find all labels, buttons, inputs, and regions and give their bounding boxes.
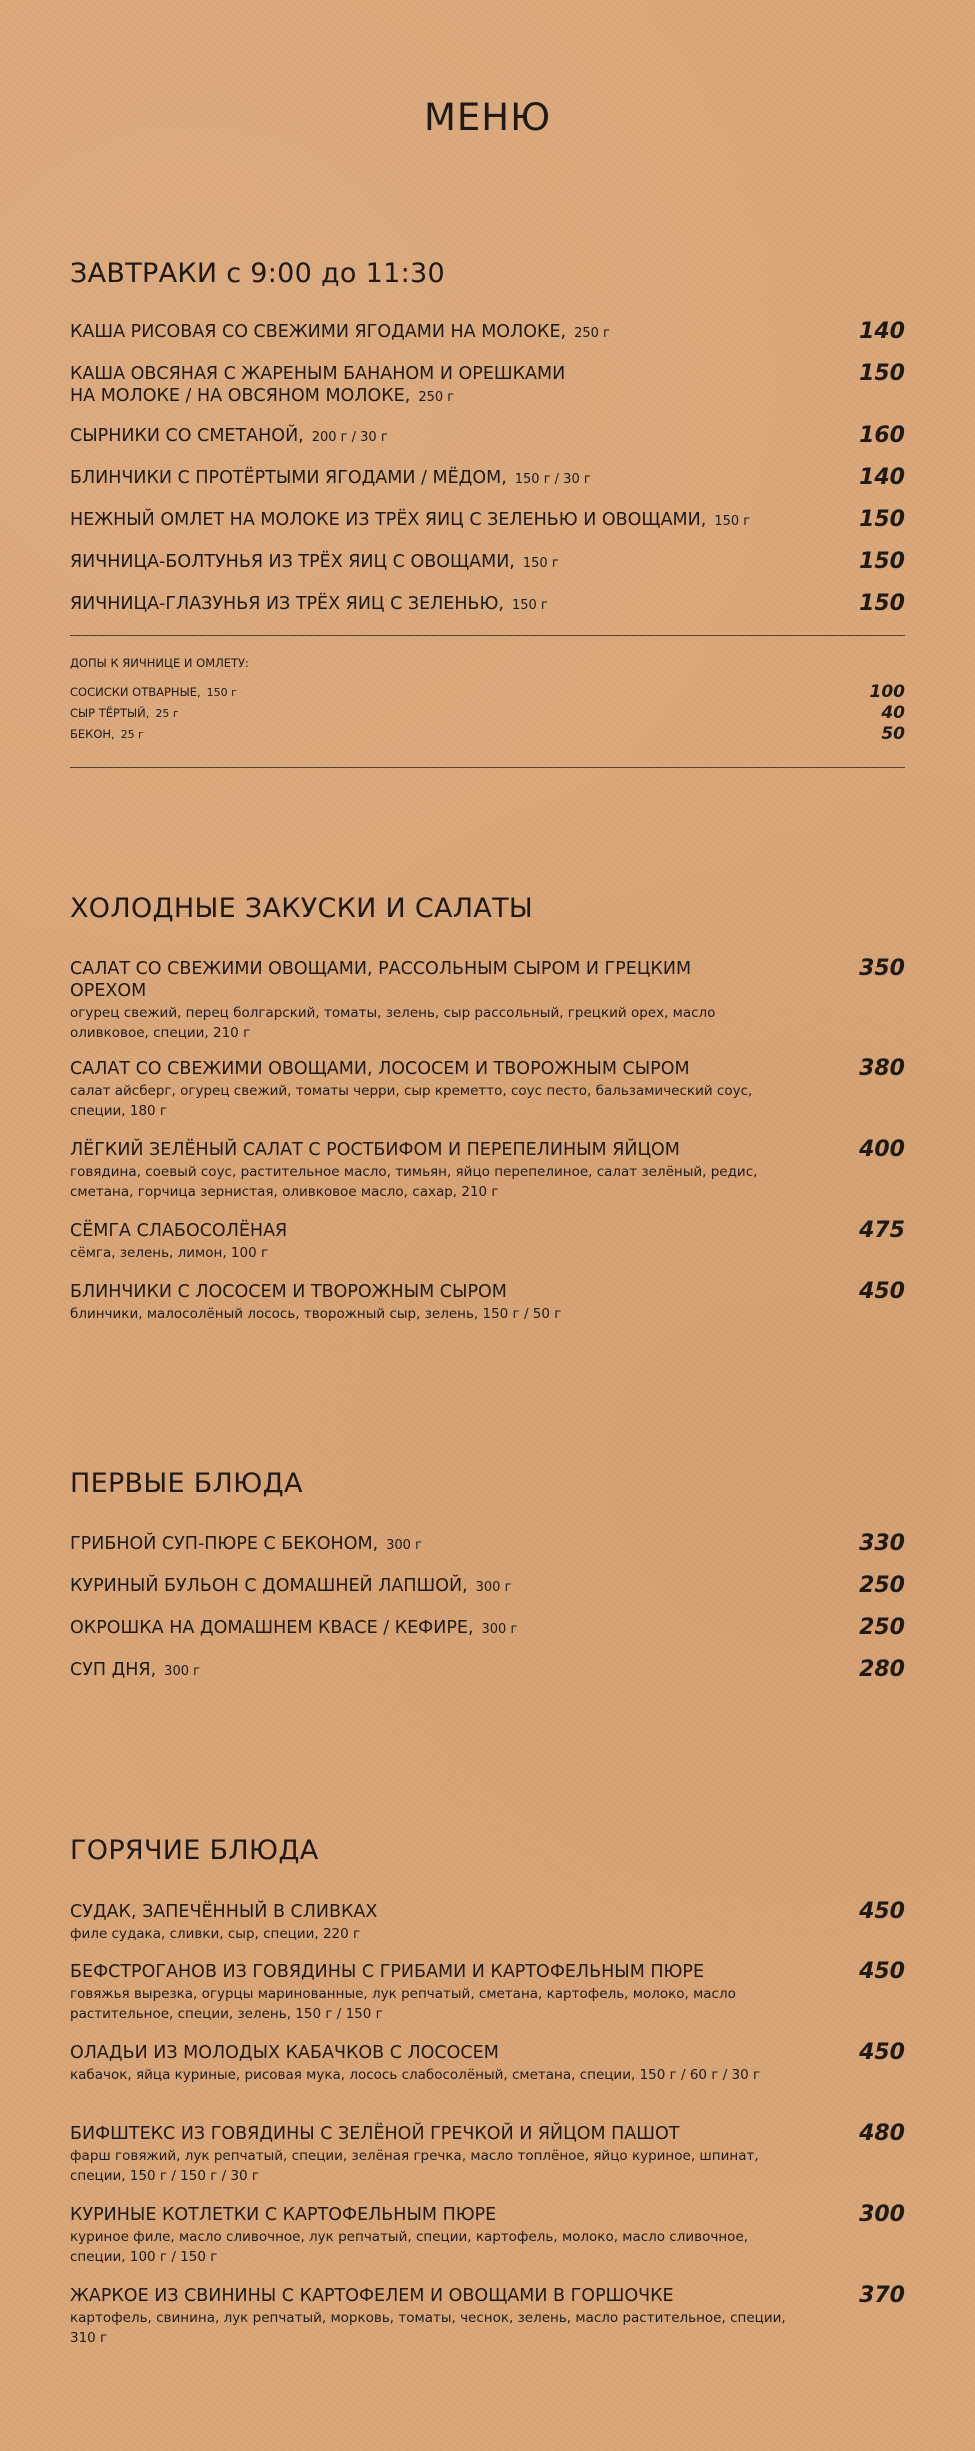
item-description: говядина, соевый соус, растительное масло, тимьян, яйцо перепелиное, салат зелёный, редис, сметана, горчица зернистая, оливковое масло, сахар, 210 г bbox=[70, 1164, 758, 1200]
section-breakfast bbox=[70, 258, 905, 778]
menu-item bbox=[70, 321, 905, 343]
item-weight: 300 г bbox=[164, 1664, 200, 1679]
item-description: огурец свежий, перец болгарский, томаты, зелень, сыр рассольный, грецкий орех, масло оливковое, специи, 210 г bbox=[70, 1005, 716, 1041]
item-name: ОЛАДЬИ ИЗ МОЛОДЫХ КАБАЧКОВ С ЛОСОСЕМ bbox=[70, 2043, 499, 2063]
item-weight: 150 г bbox=[522, 556, 559, 571]
item-name: ЯИЧНИЦА-ГЛАЗУНЬЯ ИЗ ТРЁХ ЯИЦ С ЗЕЛЕНЬЮ, bbox=[70, 594, 504, 614]
divider bbox=[70, 635, 905, 636]
menu-item bbox=[70, 363, 905, 409]
item-price: 480 bbox=[859, 2121, 905, 2146]
section-cold bbox=[70, 893, 905, 1343]
menu-item bbox=[70, 1901, 905, 1944]
item-name: ОКРОШКА НА ДОМАШНЕМ КВАСЕ / КЕФИРЕ, bbox=[70, 1618, 474, 1638]
item-price: 150 bbox=[859, 507, 905, 532]
item-name: САЛАТ СО СВЕЖИМИ ОВОЩАМИ, РАССОЛЬНЫМ СЫРОМ И ГРЕЦКИМ ОРЕХОМ bbox=[70, 959, 692, 1001]
item-price: 450 bbox=[859, 1959, 905, 1984]
menu-item bbox=[70, 551, 905, 573]
item-price: 140 bbox=[859, 465, 905, 490]
extra-item bbox=[70, 684, 905, 701]
extra-name: СОСИСКИ ОТВАРНЫЕ, bbox=[70, 685, 201, 699]
item-name: БЛИНЧИКИ С ЛОСОСЕМ И ТВОРОЖНЫМ СЫРОМ bbox=[70, 1282, 507, 1302]
extras-title: ДОПЫ К ЯИЧНИЦЕ И ОМЛЕТУ: bbox=[70, 656, 249, 670]
item-name: КУРИНЫЙ БУЛЬОН С ДОМАШНЕЙ ЛАПШОЙ, bbox=[70, 1576, 468, 1596]
item-description: говяжья вырезка, огурцы маринованные, лук репчатый, сметана, картофель, молоко, масло растительное, специи, зелень, 150 г / 150 г bbox=[70, 1986, 736, 2022]
menu-item bbox=[70, 593, 905, 615]
section-title: ХОЛОДНЫЕ ЗАКУСКИ И САЛАТЫ bbox=[70, 893, 534, 924]
item-name: САЛАТ СО СВЕЖИМИ ОВОЩАМИ, ЛОСОСЕМ И ТВОРОЖНЫМ СЫРОМ bbox=[70, 1059, 690, 1079]
menu-item bbox=[70, 1533, 905, 1555]
page-title: МЕНЮ bbox=[423, 96, 552, 139]
item-name: ЖАРКОЕ ИЗ СВИНИНЫ С КАРТОФЕЛЕМ И ОВОЩАМИ В ГОРШОЧКЕ bbox=[70, 2286, 674, 2306]
extra-name: СЫР ТЁРТЫЙ, bbox=[70, 706, 150, 720]
item-price: 160 bbox=[859, 423, 905, 448]
item-name: СУДАК, ЗАПЕЧЁННЫЙ В СЛИВКАХ bbox=[70, 1902, 378, 1922]
item-weight: 250 г bbox=[418, 390, 455, 405]
item-price: 150 bbox=[859, 361, 905, 386]
item-name: КУРИНЫЕ КОТЛЕТКИ С КАРТОФЕЛЬНЫМ ПЮРЕ bbox=[70, 2205, 497, 2225]
menu-item bbox=[70, 1058, 905, 1121]
item-name: КАША РИСОВАЯ СО СВЕЖИМИ ЯГОДАМИ НА МОЛОКЕ, bbox=[70, 322, 567, 342]
extra-weight: 150 г bbox=[206, 686, 237, 699]
item-name: БИФШТЕКС ИЗ ГОВЯДИНЫ С ЗЕЛЁНОЙ ГРЕЧКОЙ И ЯЙЦОМ ПАШОТ bbox=[70, 2124, 680, 2144]
extra-item bbox=[70, 705, 905, 722]
item-description: кабачок, яйца куриные, рисовая мука, лосось слабосолёный, сметана, специи, 150 г / 60 г / 30 г bbox=[70, 2067, 761, 2083]
item-description: сёмга, зелень, лимон, 100 г bbox=[70, 1245, 269, 1261]
menu-item bbox=[70, 1139, 905, 1202]
item-name: СУП ДНЯ, bbox=[70, 1660, 157, 1680]
item-price: 450 bbox=[859, 2040, 905, 2065]
section-title: ПЕРВЫЕ БЛЮДА bbox=[70, 1468, 303, 1499]
item-price: 250 bbox=[859, 1615, 905, 1640]
item-name: НЕЖНЫЙ ОМЛЕТ НА МОЛОКЕ ИЗ ТРЁХ ЯИЦ С ЗЕЛЕНЬЮ И ОВОЩАМИ, bbox=[70, 510, 707, 530]
menu-item bbox=[70, 2123, 905, 2186]
item-price: 250 bbox=[859, 1573, 905, 1598]
item-description: картофель, свинина, лук репчатый, морковь, томаты, чеснок, зелень, масло растительное, специи, 310 г bbox=[70, 2310, 786, 2346]
item-price: 475 bbox=[859, 1218, 905, 1243]
item-price: 450 bbox=[859, 1899, 905, 1924]
menu-item bbox=[70, 1659, 905, 1681]
extra-name: БЕКОН, bbox=[70, 727, 115, 741]
item-price: 380 bbox=[859, 1056, 905, 1081]
item-weight: 300 г bbox=[386, 1538, 422, 1553]
item-description: салат айсберг, огурец свежий, томаты черри, сыр креметто, соус песто, бальзамический соус, специи, 180 г bbox=[70, 1083, 753, 1119]
item-weight: 300 г bbox=[481, 1622, 518, 1637]
menu-item bbox=[70, 1961, 905, 2024]
item-weight: 200 г / 30 г bbox=[311, 430, 388, 445]
item-description: фарш говяжий, лук репчатый, специи, зелёная гречка, масло топлёное, яйцо куриное, шпинат, специи, 150 г / 150 г / 30 г bbox=[70, 2148, 759, 2184]
item-name: ГРИБНОЙ СУП-ПЮРЕ С БЕКОНОМ, bbox=[70, 1534, 379, 1554]
item-price: 370 bbox=[859, 2283, 905, 2308]
item-weight: 150 г / 30 г bbox=[514, 472, 591, 487]
menu-item bbox=[70, 2285, 905, 2348]
item-name: КАША ОВСЯНАЯ С ЖАРЕНЫМ БАНАНОМ И ОРЕШКАМИ НА МОЛОКЕ / НА ОВСЯНОМ МОЛОКЕ, bbox=[70, 364, 566, 406]
menu-item bbox=[70, 509, 905, 531]
extra-price: 50 bbox=[881, 724, 905, 744]
extra-item bbox=[70, 726, 905, 743]
item-name: ЯИЧНИЦА-БОЛТУНЬЯ ИЗ ТРЁХ ЯИЦ С ОВОЩАМИ, bbox=[70, 552, 515, 572]
section-soups bbox=[70, 1468, 905, 1688]
item-description: филе судака, сливки, сыр, специи, 220 г bbox=[70, 1926, 361, 1942]
item-weight: 150 г bbox=[714, 514, 751, 529]
extra-price: 40 bbox=[881, 703, 905, 723]
item-price: 450 bbox=[859, 1279, 905, 1304]
menu-item bbox=[70, 1617, 905, 1639]
item-weight: 300 г bbox=[475, 1580, 512, 1595]
item-name: СЫРНИКИ СО СМЕТАНОЙ, bbox=[70, 426, 304, 446]
item-price: 140 bbox=[859, 319, 905, 344]
item-price: 300 bbox=[859, 2202, 905, 2227]
extra-weight: 25 г bbox=[155, 707, 179, 720]
extra-price: 100 bbox=[869, 682, 905, 702]
section-hot bbox=[70, 1835, 905, 2355]
item-price: 400 bbox=[859, 1137, 905, 1162]
section-title: ГОРЯЧИЕ БЛЮДА bbox=[70, 1835, 319, 1866]
menu-item bbox=[70, 1575, 905, 1597]
item-price: 150 bbox=[859, 549, 905, 574]
menu-item bbox=[70, 2042, 905, 2085]
item-weight: 250 г bbox=[574, 326, 610, 341]
item-description: блинчики, малосолёный лосось, творожный сыр, зелень, 150 г / 50 г bbox=[70, 1306, 562, 1322]
item-name: СЁМГА СЛАБОСОЛЁНАЯ bbox=[70, 1221, 288, 1241]
menu-item bbox=[70, 1281, 905, 1324]
menu-item bbox=[70, 2204, 905, 2267]
item-name: БЕФСТРОГАНОВ ИЗ ГОВЯДИНЫ С ГРИБАМИ И КАРТОФЕЛЬНЫМ ПЮРЕ bbox=[70, 1962, 705, 1982]
item-price: 150 bbox=[859, 591, 905, 616]
item-weight: 150 г bbox=[511, 598, 548, 613]
item-price: 350 bbox=[859, 956, 905, 981]
item-name: ЛЁГКИЙ ЗЕЛЁНЫЙ САЛАТ С РОСТБИФОМ И ПЕРЕПЕЛИНЫМ ЯЙЦОМ bbox=[70, 1140, 680, 1160]
divider bbox=[70, 767, 905, 768]
extra-weight: 25 г bbox=[120, 728, 144, 741]
menu-item bbox=[70, 467, 905, 489]
menu-item bbox=[70, 1220, 905, 1263]
item-name: БЛИНЧИКИ С ПРОТЁРТЫМИ ЯГОДАМИ / МЁДОМ, bbox=[70, 468, 507, 488]
menu-item bbox=[70, 425, 905, 447]
item-price: 280 bbox=[859, 1657, 905, 1682]
item-description: куриное филе, масло сливочное, лук репчатый, специи, картофель, молоко, масло сливочное, специи, 100 г / 150 г bbox=[70, 2229, 749, 2265]
menu-item bbox=[70, 958, 905, 1043]
section-title: ЗАВТРАКИ с 9:00 до 11:30 bbox=[70, 258, 445, 289]
item-price: 330 bbox=[859, 1531, 905, 1556]
